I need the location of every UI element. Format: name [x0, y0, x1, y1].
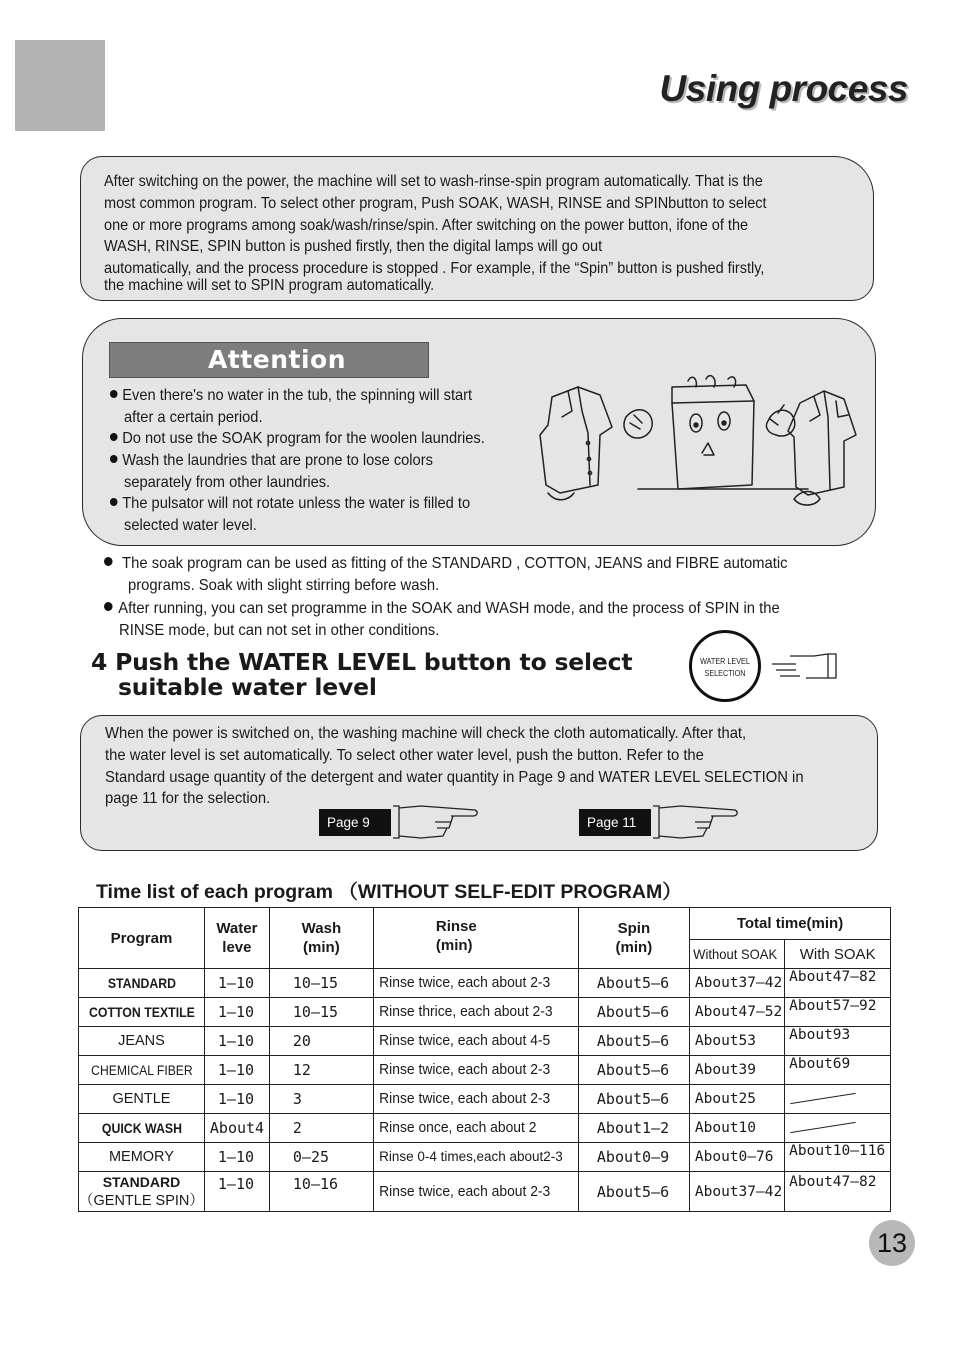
- pointing-hand-icon: [391, 804, 481, 840]
- intro-panel: [80, 156, 874, 301]
- attention-heading-bar: [109, 342, 429, 378]
- total-without-soak: About39: [689, 1056, 784, 1085]
- intro-line: automatically, and the process procedure is stopped . For example, if the “Spin” button is pushed firstly,: [104, 260, 765, 277]
- total-without-soak: About47–52: [689, 998, 784, 1027]
- table-row: [79, 1027, 891, 1056]
- water-level-line: the water level is set automatically. To select other water level, push the button. Refer to the: [105, 747, 704, 764]
- header-rinse: Rinse (min): [373, 908, 578, 969]
- total-with-soak: About10–116: [785, 1143, 891, 1172]
- table-row: [79, 998, 891, 1027]
- wash-time-value: 10–15: [269, 969, 373, 998]
- spin-time-value: About5–6: [578, 1027, 689, 1056]
- total-with-soak: About47–82: [785, 1172, 891, 1212]
- total-with-soak: About57–92: [785, 998, 891, 1027]
- header-total-time: Total time(min): [689, 908, 890, 940]
- water-level-button-label: SELECTION: [704, 668, 746, 678]
- program-name: QUICK WASH: [86, 1114, 197, 1143]
- water-level-heading-line: 4 Push the WATER LEVEL button to select: [91, 648, 633, 676]
- wash-time-value: 0–25: [269, 1143, 373, 1172]
- bullet-icon: [110, 390, 118, 398]
- wash-time-value: 10–15: [269, 998, 373, 1027]
- spin-time-value: About0–9: [578, 1143, 689, 1172]
- bullet-icon: [104, 602, 113, 611]
- page-title: Using process: [659, 68, 908, 109]
- water-level-line: Standard usage quantity of the detergent and water quantity in Page 9 and WATER LEVEL SELECTION in: [105, 769, 804, 786]
- spin-time-value: About5–6: [578, 1056, 689, 1085]
- wash-time-value: 2: [269, 1114, 373, 1143]
- pointing-hand-icon: [651, 804, 741, 840]
- water-level-line: When the power is switched on, the washing machine will check the cloth automatically. After that,: [105, 725, 747, 742]
- program-name: STANDARD （GENTLE SPIN）: [79, 1172, 205, 1212]
- table-row: [79, 1172, 891, 1212]
- spin-time-value: About5–6: [578, 1085, 689, 1114]
- table-row: [79, 1085, 891, 1114]
- rinse-description: Rinse twice, each about 2-3: [373, 1085, 568, 1114]
- attention-heading: Attention: [208, 345, 346, 374]
- bullet-icon: [110, 498, 118, 506]
- attention-item-continued: separately from other laundries.: [124, 474, 331, 491]
- water-level-panel: [80, 715, 878, 851]
- table-row: [79, 969, 891, 998]
- program-name: GENTLE: [79, 1085, 205, 1114]
- wash-time-value: 10–16: [269, 1172, 373, 1212]
- wash-time-value: 12: [269, 1056, 373, 1085]
- attention-item: Wash the laundries that are prone to lose colors: [110, 450, 433, 472]
- water-level-button-label: WATER LEVEL: [700, 656, 750, 666]
- table-row: [79, 1056, 891, 1085]
- water-level-heading: [91, 650, 632, 700]
- total-without-soak: About37–42: [689, 1172, 784, 1212]
- rinse-description: Rinse twice, each about 2-3: [373, 1056, 568, 1085]
- washing-machine-cartoon-icon: [538, 375, 868, 515]
- header-wash: Wash (min): [269, 908, 373, 969]
- water-level-value: 1–10: [204, 1143, 269, 1172]
- intro-line: one or more programs among soak/wash/rinse/spin. After switching on the power button, ifone of the: [104, 217, 749, 234]
- table-row: [79, 1143, 891, 1172]
- water-level-selection-button-icon: [689, 630, 761, 702]
- program-name: COTTON TEXTILE: [86, 998, 197, 1027]
- header-water: Water leve: [204, 908, 269, 969]
- attention-item: The pulsator will not rotate unless the water is filled to: [110, 493, 470, 515]
- total-with-soak: About69: [785, 1056, 891, 1085]
- header-with-soak: With SOAK: [785, 940, 891, 969]
- intro-line: WASH, RINSE, SPIN button is pushed firstly, then the digital lamps will go out: [104, 238, 603, 255]
- water-level-value: About4: [204, 1114, 269, 1143]
- total-without-soak: About37–42: [689, 969, 784, 998]
- program-name: CHEMICAL FIBER: [85, 1056, 198, 1085]
- attention-item: Even there's no water in the tub, the spinning will start: [110, 385, 472, 407]
- rinse-description: Rinse once, each about 2: [373, 1114, 568, 1143]
- note-item-continued: programs. Soak with slight stirring before wash.: [128, 577, 440, 594]
- time-table-title: Time list of each program （WITHOUT SELF-EDIT PROGRAM）: [96, 881, 682, 903]
- page-number: 13: [869, 1220, 915, 1266]
- total-with-soak-not-applicable: [785, 1085, 891, 1114]
- wash-time-value: 20: [269, 1027, 373, 1056]
- wash-time-value: 3: [269, 1085, 373, 1114]
- water-level-value: 1–10: [204, 1056, 269, 1085]
- total-without-soak: About10: [689, 1114, 784, 1143]
- total-without-soak: About0–76: [689, 1143, 784, 1172]
- pointing-hand-icon: [770, 652, 840, 680]
- bullet-icon: [110, 455, 118, 463]
- note-item: The soak program can be used as fitting of the STANDARD , COTTON, JEANS and FIBRE automatic: [104, 553, 788, 575]
- attention-item: Do not use the SOAK program for the woolen laundries.: [110, 428, 485, 450]
- note-item-continued: RINSE mode, but can not set in other conditions.: [119, 622, 440, 639]
- total-with-soak: About47–82: [785, 969, 891, 998]
- spin-time-value: About1–2: [578, 1114, 689, 1143]
- header-program: Program: [79, 908, 205, 969]
- attention-item-continued: after a certain period.: [124, 409, 263, 426]
- total-without-soak: About53: [689, 1027, 784, 1056]
- program-name: JEANS: [79, 1027, 205, 1056]
- water-level-heading-line: suitable water level: [118, 673, 377, 701]
- corner-tab-block: [15, 40, 105, 131]
- water-level-value: 1–10: [204, 1027, 269, 1056]
- header-without-soak: Without SOAK: [689, 940, 778, 969]
- rinse-description: Rinse 0-4 times,each about2-3: [373, 1143, 568, 1172]
- intro-line: most common program. To select other program, Push SOAK, WASH, RINSE and SPINbutton to select: [104, 195, 767, 212]
- bullet-icon: [104, 557, 113, 566]
- total-with-soak-not-applicable: [785, 1114, 891, 1143]
- table-row: [79, 1114, 891, 1143]
- water-level-value: 1–10: [204, 1085, 269, 1114]
- rinse-description: Rinse twice, each about 2-3: [373, 1172, 568, 1212]
- slash-mark: [790, 1122, 855, 1134]
- rinse-description: Rinse twice, each about 4-5: [373, 1027, 568, 1056]
- rinse-description: Rinse twice, each about 2-3: [373, 969, 568, 998]
- page-11-reference: Page 11: [579, 809, 651, 836]
- intro-line: the machine will set to SPIN program automatically.: [104, 277, 435, 294]
- page-9-reference: Page 9: [319, 809, 391, 836]
- note-item: After running, you can set programme in the SOAK and WASH mode, and the process of SPIN in the: [104, 598, 780, 620]
- intro-line: After switching on the power, the machine will set to wash-rinse-spin program automatically. That is the: [104, 173, 763, 190]
- water-level-line: page 11 for the selection.: [105, 790, 271, 807]
- bullet-icon: [110, 433, 118, 441]
- attention-item-continued: selected water level.: [124, 517, 257, 534]
- header-spin: Spin (min): [578, 908, 689, 969]
- rinse-description: Rinse thrice, each about 2-3: [373, 998, 568, 1027]
- water-level-value: 1–10: [204, 998, 269, 1027]
- spin-time-value: About5–6: [578, 998, 689, 1027]
- water-level-value: 1–10: [204, 1172, 269, 1212]
- total-without-soak: About25: [689, 1085, 784, 1114]
- slash-mark: [790, 1093, 855, 1105]
- total-with-soak: About93: [785, 1027, 891, 1056]
- program-name: STANDARD: [86, 969, 197, 998]
- program-name: MEMORY: [79, 1143, 205, 1172]
- program-time-table: [78, 907, 891, 1212]
- spin-time-value: About5–6: [578, 969, 689, 998]
- attention-panel: [82, 318, 876, 546]
- spin-time-value: About5–6: [578, 1172, 689, 1212]
- water-level-value: 1–10: [204, 969, 269, 998]
